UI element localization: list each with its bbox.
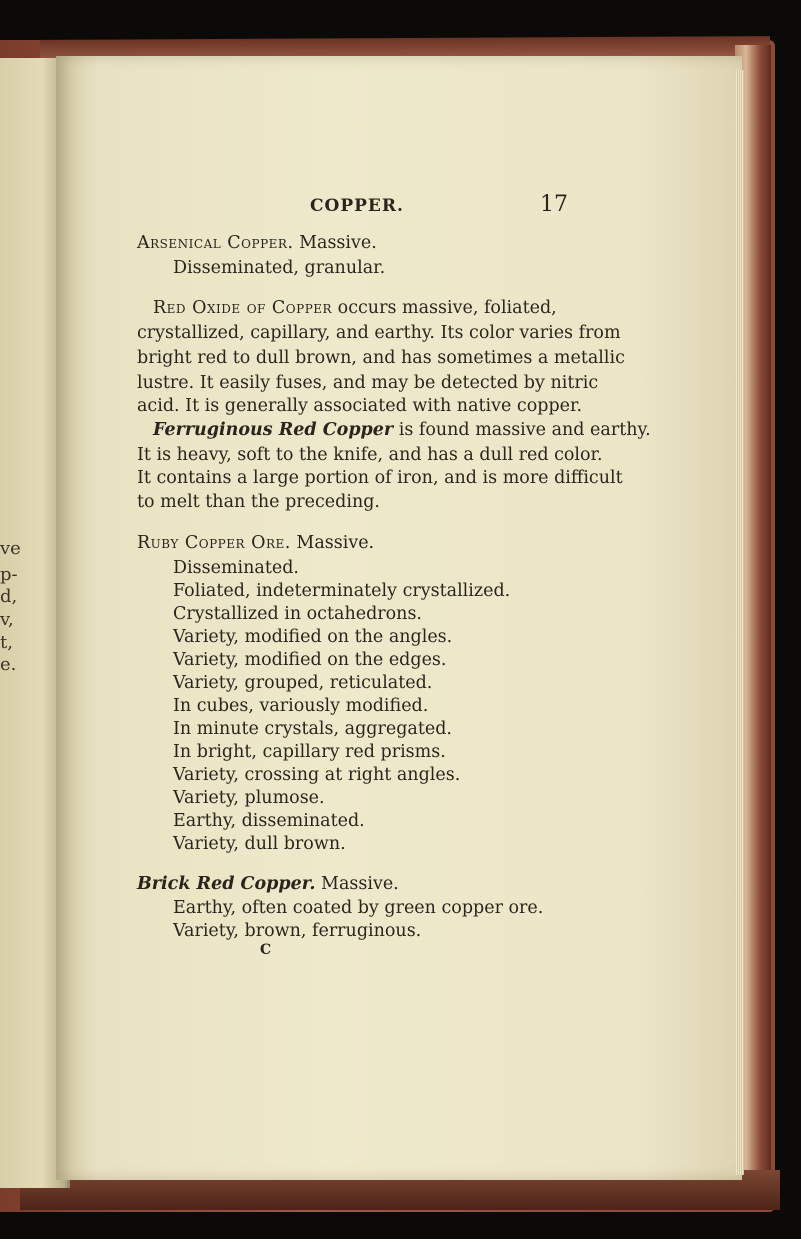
entry-line: acid. It is generally associated with native copper. xyxy=(137,396,583,416)
entry-line: to melt than the preceding. xyxy=(137,492,380,512)
entry-line: Variety, plumose. xyxy=(173,788,325,808)
left-fragment: v, xyxy=(0,609,14,630)
entry-line: In minute crystals, aggregated. xyxy=(173,719,452,739)
entry-line: Earthy, often coated by green copper ore. xyxy=(173,898,544,918)
left-fragment: p- xyxy=(0,564,18,585)
entry-line: Disseminated. xyxy=(173,558,299,578)
signature-mark: C xyxy=(260,942,272,958)
entry-line: Variety, dull brown. xyxy=(173,834,346,854)
entry-ferruginous-heading xyxy=(153,420,651,440)
entry-line: bright red to dull brown, and has sometimes a metallic xyxy=(137,348,625,368)
entry-line: Variety, modified on the edges. xyxy=(173,650,447,670)
left-fragment: d, xyxy=(0,586,18,607)
entry-rest: occurs massive, foliated, xyxy=(337,298,557,318)
entry-line: Variety, crossing at right angles. xyxy=(173,765,461,785)
entry-line: Disseminated, granular. xyxy=(173,258,386,278)
entry-line: In cubes, variously modified. xyxy=(173,696,429,716)
entry-brick-heading xyxy=(137,874,399,894)
entry-title: Red Oxide of Copper xyxy=(153,298,333,318)
page-number: 17 xyxy=(540,192,568,217)
entry-line: lustre. It easily fuses, and may be detected by nitric xyxy=(137,373,599,393)
entry-title: Brick Red Copper. xyxy=(137,874,316,894)
entry-rest: Massive. xyxy=(321,874,399,894)
entry-line: It contains a large portion of iron, and is more difficult xyxy=(137,468,623,488)
entry-line: Variety, grouped, reticulated. xyxy=(173,673,433,693)
left-fragment: ve xyxy=(0,538,21,559)
entry-arsenical-heading xyxy=(137,233,377,253)
left-fragment: t, xyxy=(0,632,13,653)
entry-line: crystallized, capillary, and earthy. Its color varies from xyxy=(137,323,621,343)
entry-rest: Massive. xyxy=(299,233,377,253)
entry-line: Variety, modified on the angles. xyxy=(173,627,453,647)
left-fragment: e. xyxy=(0,654,17,675)
entry-line: In bright, capillary red prisms. xyxy=(173,742,446,762)
entry-line: Variety, brown, ferruginous. xyxy=(173,921,422,941)
entry-title: Ruby Copper Ore. xyxy=(137,533,291,553)
entry-line: Earthy, disseminated. xyxy=(173,811,365,831)
entry-rest: is found massive and earthy. xyxy=(398,420,651,440)
entry-red-oxide-heading xyxy=(153,298,557,318)
entry-rest: Massive. xyxy=(296,533,375,553)
entry-title: Arsenical Copper. xyxy=(137,233,294,253)
page-stack-edge xyxy=(736,70,744,1175)
entry-line: Foliated, indeterminately crystallized. xyxy=(173,581,511,601)
entry-ruby-heading xyxy=(137,533,374,553)
entry-line: Crystallized in octahedrons. xyxy=(173,604,422,624)
running-header: COPPER. xyxy=(310,196,404,216)
entry-title: Ferruginous Red Copper xyxy=(153,420,394,440)
entry-line: It is heavy, soft to the knife, and has a dull red color. xyxy=(137,445,603,465)
